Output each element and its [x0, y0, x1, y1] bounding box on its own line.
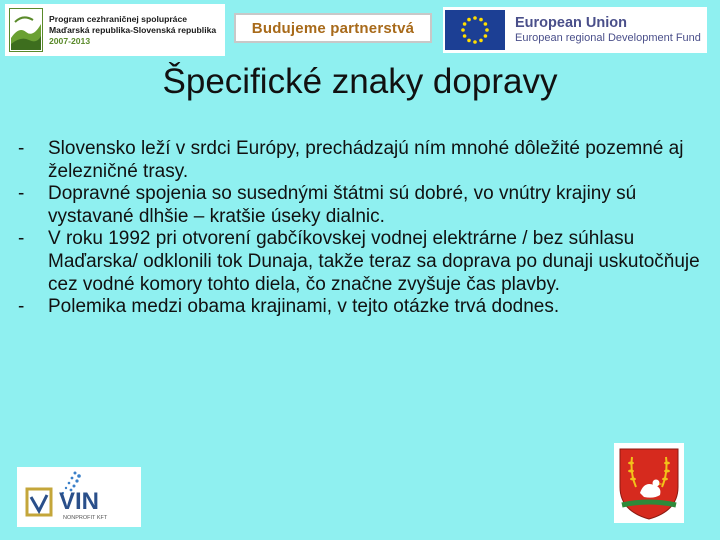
- bullet-text: V roku 1992 pri otvorení gabčíkovskej vodnej elektrárne / bez súhlasu Maďarska/ odklonili tok Dunaja, takže teraz sa doprava po dunaji uskutočňuje cez vodné komory tohto diela, čo značne zvyšuje čas plavby.: [48, 228, 700, 295]
- bullet-marker: -: [18, 228, 25, 250]
- bullet-item: [14, 138, 704, 183]
- bullet-item: [14, 296, 704, 319]
- bullet-item: [14, 228, 704, 296]
- bullet-text: Polemika medzi obama krajinami, v tejto otázke trvá dodnes.: [48, 296, 560, 318]
- program-line-2: Maďarská republika-Slovenská republika: [49, 24, 217, 35]
- bullet-list: [14, 138, 704, 319]
- bullet-text: Dopravné spojenia so susednými štátmi sú dobré, vo vnútry krajiny sú vystavané dlhšie – kratšie úseky dialnic.: [48, 183, 637, 227]
- landscape-icon: [9, 8, 43, 52]
- vin-logo: [17, 467, 141, 527]
- slide-title: Špecifické znaky dopravy: [162, 62, 558, 101]
- eu-subtitle: European regional Development Fund: [515, 32, 701, 44]
- eu-title: European Union: [515, 15, 627, 31]
- crest-logo: [614, 443, 684, 523]
- vin-logo-icon: [17, 467, 141, 527]
- bullet-item: [14, 183, 704, 228]
- bullet-marker: -: [18, 183, 25, 205]
- program-years: 2007-2013: [49, 35, 91, 46]
- vin-subtext: NONPROFIT KFT: [63, 515, 108, 521]
- eu-logo: [443, 7, 707, 53]
- program-line-1: Program cezhraničnej spolupráce: [49, 13, 188, 24]
- program-logo: [5, 4, 225, 56]
- bullet-text: Slovensko leží v srdci Európy, prechádzajú ním mnohé dôležité pozemné aj železničné trasy.: [48, 138, 684, 182]
- eu-flag-icon: [445, 10, 505, 50]
- bullet-marker: -: [18, 296, 25, 318]
- bullet-marker: -: [18, 138, 25, 159]
- coat-of-arms-icon: [614, 443, 684, 523]
- partnership-text: Budujeme partnerstvá: [251, 19, 415, 37]
- partnership-logo: [234, 13, 432, 43]
- vin-text: VIN: [59, 488, 100, 515]
- header: [0, 0, 720, 60]
